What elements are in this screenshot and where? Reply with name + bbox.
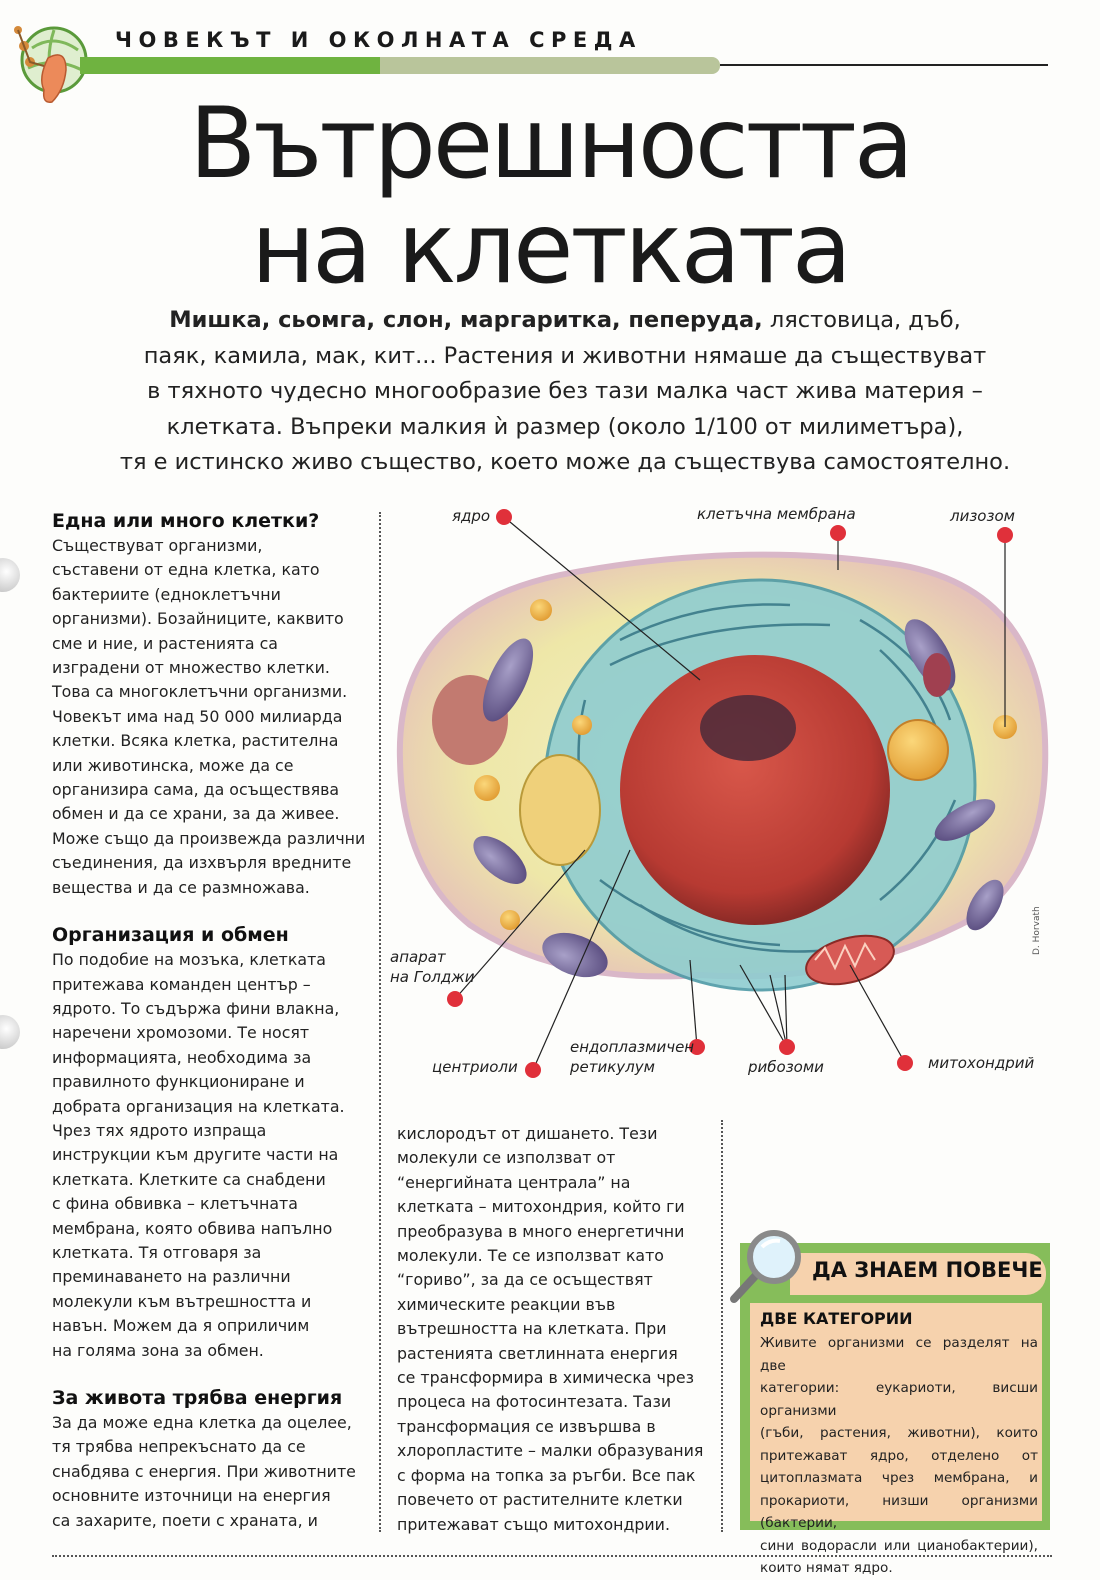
text-line: молекули се използват от: [397, 1148, 616, 1168]
label-golgi-line: апарат: [390, 948, 446, 966]
text-line: ядрото. То съдържа фини влакна,: [52, 998, 340, 1018]
text-line: вещества и да се размножава.: [52, 877, 310, 897]
nucleolus: [700, 695, 796, 761]
text-line: По подобие на мозъка, клетката: [52, 950, 326, 970]
marker-dot: [496, 509, 512, 525]
section-one-or-many-cells: [52, 508, 372, 900]
label-ribosomes: рибозоми: [748, 1058, 824, 1076]
header-rule: [720, 64, 1048, 66]
label-lysosome: лизозом: [950, 507, 1015, 525]
intro-line: в тяхното чудесно многообразие без тази малка част жива материя –: [147, 378, 983, 404]
text-line: с форма на топка за ръгби. Все пак: [397, 1465, 696, 1485]
label-golgi: [390, 947, 475, 987]
marker-dot: [997, 527, 1013, 543]
label-er-line: ендоплазмичен: [570, 1038, 695, 1056]
illustration-credit: D. Horvath: [1032, 906, 1042, 955]
section-heading: За живота трябва енергия: [52, 1387, 343, 1409]
text-line: (гъби, растения, животни), които: [760, 1425, 1038, 1441]
text-line: клетки. Всяка клетка, растителна: [52, 731, 339, 751]
lysosome: [888, 720, 948, 780]
text-line: притежава команден център –: [52, 974, 311, 994]
title-line-1: Вътрешността: [189, 87, 911, 201]
text-line: растенията светлинната енергия: [397, 1343, 678, 1363]
text-line: на голяма зона за обмен.: [52, 1340, 264, 1360]
magnifier-icon: [728, 1225, 808, 1305]
cell-diagram: [385, 495, 1055, 1095]
section-organization: [52, 922, 372, 1363]
text-line: категории: еукариоти, висши организми: [760, 1380, 1038, 1419]
binder-hole: [0, 1015, 20, 1049]
column-divider: [379, 512, 381, 1532]
label-nucleus: ядро: [452, 507, 491, 525]
text-line: клетката. Тя отговаря за: [52, 1242, 262, 1262]
text-line: бактериите (едноклетъчни: [52, 584, 281, 604]
label-er: [570, 1037, 694, 1077]
label-membrane: клетъчна мембрана: [697, 505, 856, 523]
text-line: с фина обвивка – клетъчната: [52, 1194, 298, 1214]
label-mitochondrion: митохондрий: [928, 1054, 1035, 1072]
middle-column: [397, 1122, 717, 1537]
info-box: [740, 1243, 1050, 1576]
text-line: правилното функциониране и: [52, 1072, 305, 1092]
marker-dot: [779, 1039, 795, 1055]
text-line: притежават също митохондрии.: [397, 1514, 670, 1534]
text-line: прокариоти, низши организми (бактерии,: [760, 1492, 1038, 1531]
text-line: вътрешността на клетката. При: [397, 1319, 667, 1339]
text-line: снабдява с енергия. При животните: [52, 1461, 356, 1481]
text-line: Може също да произвежда различни: [52, 828, 366, 848]
text-line: преобразува в много енергетични: [397, 1221, 685, 1241]
text-line: молекули. Те се използват като: [397, 1246, 664, 1266]
text-line: които нямат ядро.: [760, 1560, 893, 1576]
text-line: наречени хромозоми. Те носят: [52, 1023, 310, 1043]
text-line: За да може една клетка да оцелее,: [52, 1413, 352, 1432]
golgi-apparatus: [520, 755, 600, 865]
label-centrioles: центриоли: [432, 1058, 518, 1076]
label-er-line: ретикулум: [570, 1058, 655, 1076]
text-line: се трансформира в химическа чрез: [397, 1368, 695, 1388]
text-line: организира сама, да осъществява: [52, 780, 340, 800]
text-line: са захарите, поети с храната, и: [52, 1510, 318, 1530]
text-line: мембрана, която обвива напълно: [52, 1218, 333, 1238]
binder-hole: [0, 558, 20, 592]
info-box-text: [760, 1332, 1038, 1580]
column-divider: [721, 1120, 723, 1532]
text-line: съединения, да изхвърля вредните: [52, 853, 352, 873]
text-line: химическите реакции във: [397, 1294, 616, 1314]
text-line: преминаването на различни: [52, 1267, 291, 1287]
intro-paragraph: [60, 303, 1070, 481]
intro-line: лястовица, дъб,: [762, 307, 961, 333]
text-line: изградени от множество клетки.: [52, 658, 330, 678]
info-box-title: ДА ЗНАЕМ ПОВЕЧЕ: [812, 1258, 1043, 1282]
text-line: организми). Бозайниците, каквито: [52, 609, 344, 629]
section-energy: [52, 1385, 372, 1533]
text-line: добрата организация на клетката.: [52, 1096, 345, 1116]
text-line: повечето от растителните клетки: [397, 1490, 683, 1510]
text-line: “гориво”, за да се осъществят: [397, 1270, 653, 1290]
text-line: навън. Можем да я оприличим: [52, 1316, 310, 1336]
text-line: обмен и да се храни, за да живее.: [52, 804, 340, 824]
section-heading: Една или много клетки?: [52, 510, 320, 532]
text-line: хлоропластите – малки образувания: [397, 1441, 704, 1461]
text-line: трансформация се извършва в: [397, 1416, 656, 1436]
text-line: тя трябва непрекъснато да се: [52, 1437, 306, 1457]
header-bar-light: [380, 57, 720, 74]
intro-line: клетката. Въпреки малкия ѝ размер (около 1/100 от милиметъра),: [166, 413, 964, 440]
text-line: процеса на фотосинтезата. Тази: [397, 1392, 672, 1412]
marker-dot: [897, 1055, 913, 1071]
intro-line: тя е истинско живо същество, което може да съществува самостоятелно.: [119, 449, 1011, 475]
page-title: [0, 87, 1100, 306]
label-golgi-line: на Голджи: [390, 968, 475, 986]
section-heading: Организация и обмен: [52, 924, 289, 947]
text-line: клетката – митохондрия, който ги: [397, 1197, 685, 1217]
text-line: “енергийната централа” на: [397, 1172, 631, 1192]
text-line: или животинска, може да се: [52, 755, 294, 775]
text-line: кислородът от дишането. Тези: [397, 1124, 658, 1143]
text-line: Чрез тях ядрото изпраща: [52, 1120, 267, 1140]
text-line: съставени от една клетка, като: [52, 560, 320, 580]
marker-dot: [447, 991, 463, 1007]
left-column: [52, 508, 372, 1533]
section-title: ЧОВЕКЪТ И ОКОЛНАТА СРЕДА: [115, 28, 642, 52]
intro-bold: Мишка, сьомга, слон, маргаритка, пеперуда,: [169, 307, 763, 333]
info-box-heading: ДВЕ КАТЕГОРИИ: [760, 1309, 913, 1328]
text-line: Съществуват организми,: [52, 536, 263, 555]
title-line-2: на клетката: [251, 192, 849, 306]
text-line: клетката. Клетките са снабдени: [52, 1169, 326, 1189]
marker-dot: [830, 525, 846, 541]
marker-dot: [525, 1062, 541, 1078]
intro-line: паяк, камила, мак, кит... Растения и животни нямаше да съществуват: [143, 342, 987, 369]
text-line: притежават ядро, отделено от: [760, 1447, 1038, 1464]
text-line: Живите организми се разделят на две: [760, 1335, 1038, 1374]
text-line: сини водорасли или цианобактерии),: [760, 1537, 1038, 1554]
text-line: информацията, необходима за: [52, 1047, 312, 1067]
text-line: цитоплазмата чрез мембрана, и: [760, 1470, 1038, 1486]
header-bar-green: [80, 57, 380, 74]
text-line: основните източници на енергия: [52, 1486, 331, 1506]
text-line: сме и ние, и растенията са: [52, 633, 278, 653]
text-line: инструкции към другите части на: [52, 1145, 339, 1165]
text-line: Това са многоклетъчни организми.: [52, 682, 348, 702]
text-line: молекули към вътрешността и: [52, 1291, 312, 1311]
text-line: Човекът има над 50 000 милиарда: [52, 706, 343, 726]
